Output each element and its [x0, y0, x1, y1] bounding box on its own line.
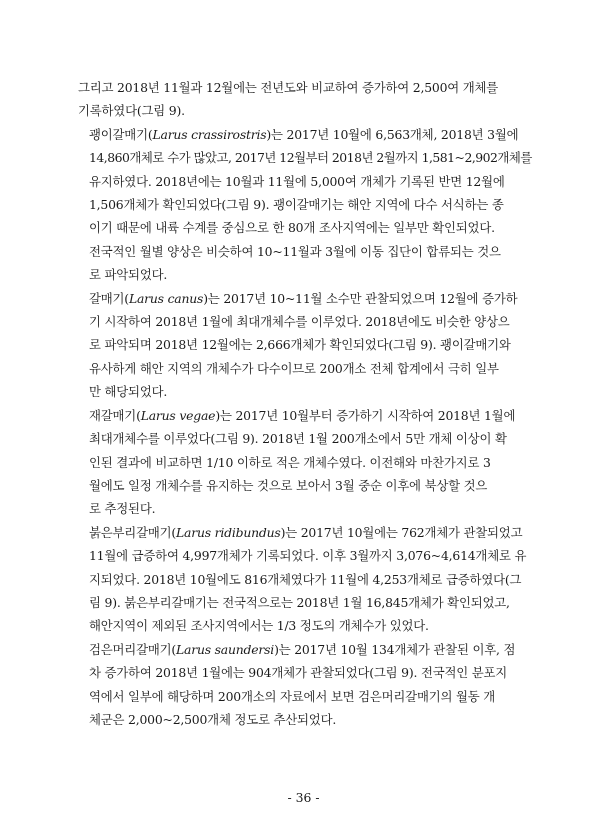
scientific-name: Larus canus — [128, 290, 204, 306]
text-line: 1,506개체가 확인되었다(그림 9). 괭이갈매기는 해안 지역에 다수 서식하는 종 — [89, 197, 504, 213]
text-line: 로 파악되며 2018년 12월에는 2,666개체가 확인되었다(그림 9). 괭이갈매기와 — [89, 337, 511, 353]
paragraph-larus-saundersi — [78, 638, 534, 732]
page-number: - 36 - — [287, 790, 320, 805]
text-line: 그리고 2018년 11월과 12월에는 전년도와 비교하여 증가하여 2,500여 개체를 — [78, 80, 499, 95]
scientific-name: Larus ridibundus — [176, 524, 281, 540]
text-line: 유지하였다. 2018년에는 10월과 11월에 5,000여 개체가 기록된 반면 12월에 — [89, 173, 505, 189]
text-line: 림 9). 붉은부리갈매기는 전국적으로는 2018년 1월 16,845개체가 확인되었고, — [89, 594, 510, 610]
paragraph-larus-ridibundus — [78, 521, 534, 638]
scientific-name: Larus crassirostris — [152, 126, 267, 142]
text-line: 체군은 2,000~2,500개체 정도로 추산되었다. — [89, 711, 337, 727]
text-line: 해안지역이 제외된 조사지역에서는 1/3 정도의 개체수가 있었다. — [89, 618, 429, 634]
paragraph-intro — [78, 76, 534, 123]
document-body — [78, 76, 534, 731]
text-line: 갈매기(Larus canus)는 2017년 10~11월 소수만 관찰되었으며 12월에 증가하 — [89, 290, 518, 306]
text-line: 차 증가하여 2018년 1월에는 904개체가 관찰되었다(그림 9). 전국적인 분포지 — [89, 665, 508, 681]
text-line: 11월에 급증하여 4,997개체가 기록되었다. 이후 3월까지 3,076~4,614개체로 유 — [89, 548, 527, 564]
text-line: 유사하게 해안 지역의 개체수가 다수이므로 200개소 전체 합계에서 극히 일부 — [89, 360, 499, 376]
text-line: 붉은부리갈매기(Larus ridibundus)는 2017년 10월에는 762개체가 관찰되었고 — [89, 524, 523, 540]
text-line: 로 파악되었다. — [89, 267, 168, 283]
text-line: 전국적인 월별 양상은 비슷하여 10~11월과 3월에 이동 집단이 합류되는 것으 — [89, 243, 501, 259]
text-line: 괭이갈매기(Larus crassirostris)는 2017년 10월에 6,563개체, 2018년 3월에 — [89, 126, 519, 142]
paragraph-larus-crassirostris — [78, 123, 534, 287]
text-line: 지되었다. 2018년 10월에도 816개체였다가 11월에 4,253개체로 급증하였다(그 — [89, 571, 522, 587]
text-line: 만 해당되었다. — [89, 384, 168, 400]
text-line: 기 시작하여 2018년 1월에 최대개체수를 이루었다. 2018년에도 비슷한 양상으 — [89, 314, 510, 330]
text-line: 역에서 일부에 해당하며 200개소의 자료에서 보면 검은머리갈매기의 월동 개 — [89, 688, 496, 704]
text-line: 이기 때문에 내륙 수계를 중심으로 한 80개 조사지역에는 일부만 확인되었다. — [89, 220, 495, 236]
text-line: 최대개체수를 이루었다(그림 9). 2018년 1월 200개소에서 5만 개체 이상이 확 — [89, 431, 507, 447]
text-line: 로 추정된다. — [89, 501, 156, 517]
paragraph-larus-vegae — [78, 404, 534, 521]
text-line: 기록하였다(그림 9). — [78, 103, 185, 119]
scientific-name: Larus saundersi — [176, 641, 275, 657]
scientific-name: Larus vegae — [140, 407, 216, 423]
text-line: 검은머리갈매기(Larus saundersi)는 2017년 10월 134개체가 관찰된 이후, 점 — [89, 641, 516, 657]
text-line: 인된 결과에 비교하면 1/10 이하로 적은 개체수였다. 이전해와 마찬가지로 3 — [89, 454, 491, 470]
paragraph-larus-canus — [78, 287, 534, 404]
text-line: 14,860개체로 수가 많았고, 2017년 12월부터 2018년 2월까지 1,581~2,902개체를 — [89, 150, 532, 166]
text-line: 재갈매기(Larus vegae)는 2017년 10월부터 증가하기 시작하여 2018년 1월에 — [89, 407, 516, 423]
text-line: 월에도 일정 개체수를 유지하는 것으로 보아서 3월 중순 이후에 북상할 것으 — [89, 477, 488, 493]
